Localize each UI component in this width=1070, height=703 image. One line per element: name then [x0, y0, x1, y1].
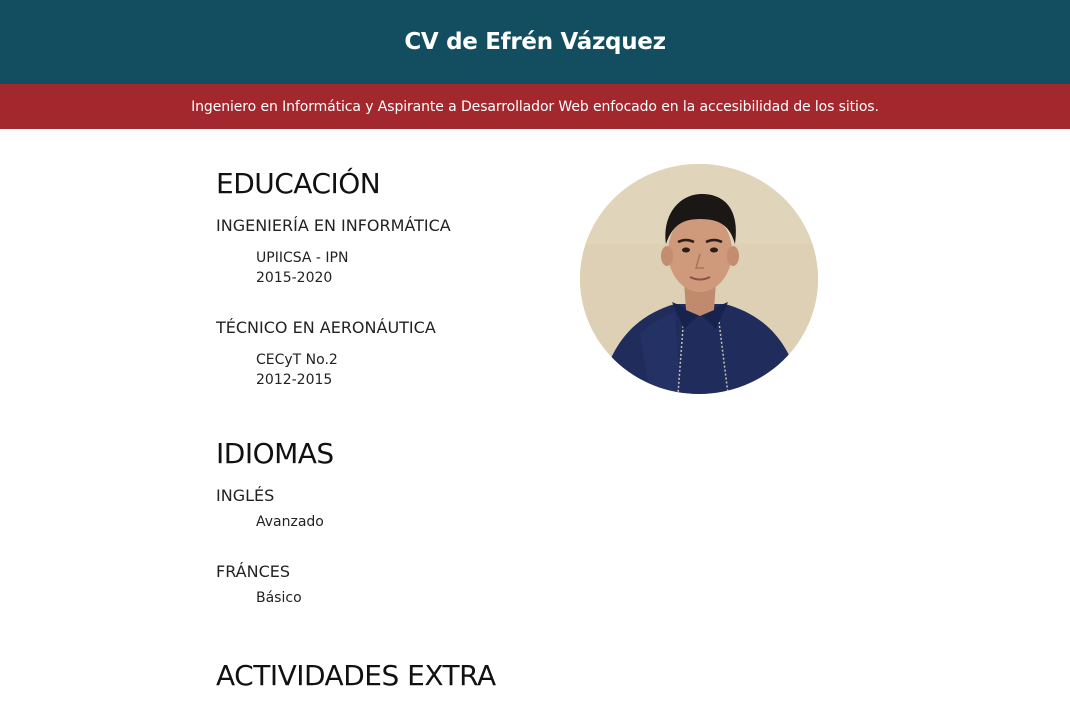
education-heading: EDUCACIÓN [216, 167, 381, 200]
page-title: CV de Efrén Vázquez [404, 29, 666, 55]
extra-activities-heading: ACTIVIDADES EXTRA [216, 659, 496, 692]
education-item-years: 2015-2020 [256, 270, 333, 286]
profile-photo [580, 164, 818, 394]
subtitle-banner [0, 84, 1070, 129]
languages-heading: IDIOMAS [216, 437, 334, 470]
language-item-level: Básico [256, 590, 302, 606]
language-item-title: INGLÉS [216, 486, 275, 505]
education-item-title: TÉCNICO EN AERONÁUTICA [216, 318, 436, 337]
education-item-years: 2012-2015 [256, 372, 333, 388]
page-header [0, 0, 1070, 84]
subtitle-text: Ingeniero en Informática y Aspirante a Desarrollador Web enfocado en la accesibilidad de los sitios. [191, 98, 879, 115]
education-item-title: INGENIERÍA EN INFORMÁTICA [216, 216, 451, 235]
profile-photo-illustration [580, 164, 818, 394]
language-item-level: Avanzado [256, 514, 324, 530]
education-item-school: UPIICSA - IPN [256, 250, 349, 266]
language-item-title: FRÁNCES [216, 562, 291, 581]
education-item-school: CECyT No.2 [256, 352, 338, 368]
